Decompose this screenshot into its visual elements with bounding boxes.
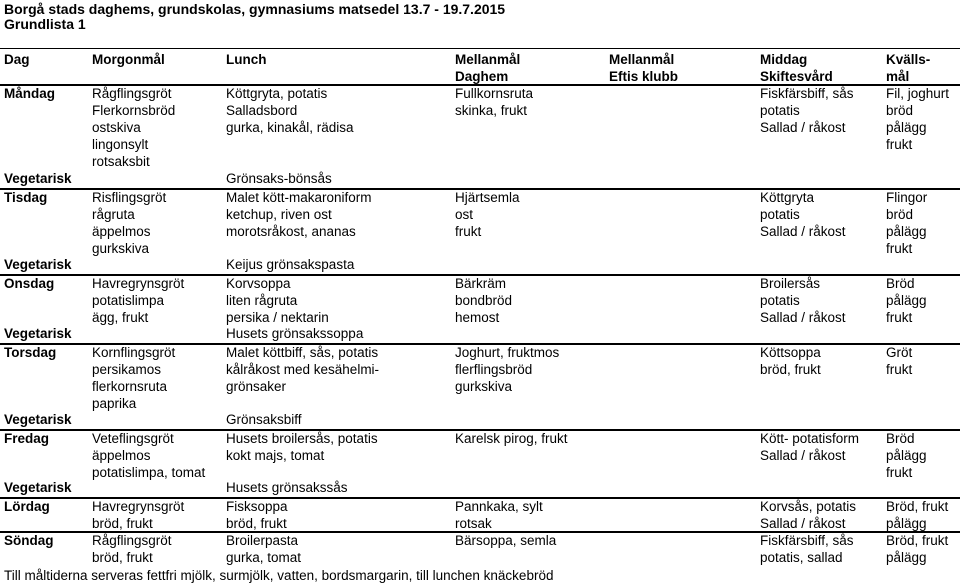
day-name: Måndag bbox=[4, 86, 56, 101]
day-name: Lördag bbox=[4, 499, 50, 514]
morgon-item: Risflingsgröt bbox=[92, 190, 167, 205]
lunch-item: grönsaker bbox=[226, 379, 287, 394]
morgon-item: Flerkornsbröd bbox=[92, 103, 176, 118]
middag-item: Sallad / råkost bbox=[760, 120, 846, 135]
middag-item: potatis, sallad bbox=[760, 550, 843, 565]
lunch-item: Korvsoppa bbox=[226, 276, 291, 291]
middag-item: Korvsås, potatis bbox=[760, 499, 857, 514]
lunch-item: gurka, kinakål, rädisa bbox=[226, 120, 354, 135]
header-mellanmal-daghem-1: Mellanmål bbox=[455, 52, 521, 67]
kvall-item: pålägg bbox=[886, 550, 927, 565]
day-name: Fredag bbox=[4, 431, 50, 446]
morgon-item: gurkskiva bbox=[92, 241, 150, 256]
vegetarian-label: Vegetarisk bbox=[4, 257, 72, 272]
kvall-item: Fil, joghurt bbox=[886, 86, 950, 101]
page-subtitle: Grundlista 1 bbox=[4, 16, 86, 32]
kvall-item: Gröt bbox=[886, 345, 913, 360]
day-name: Tisdag bbox=[4, 190, 48, 205]
middag-item: potatis bbox=[760, 103, 800, 118]
lunch-item: Malet köttbiff, sås, potatis bbox=[226, 345, 379, 360]
vegetarian-dish: Grönsaksbiff bbox=[226, 412, 302, 427]
header-mellanmal-eftis-2: Eftis klubb bbox=[609, 69, 679, 84]
morgon-item: potatislimpa bbox=[92, 293, 165, 308]
morgon-item: Havregrynsgröt bbox=[92, 276, 185, 291]
kvall-item: Bröd bbox=[886, 431, 915, 446]
mell-daghem-item: skinka, frukt bbox=[455, 103, 528, 118]
morgon-item: ägg, frukt bbox=[92, 310, 149, 325]
lunch-item: Salladsbord bbox=[226, 103, 298, 118]
morgon-item: rågruta bbox=[92, 207, 135, 222]
kvall-item: frukt bbox=[886, 465, 913, 480]
page-title: Borgå stads daghems, grundskolas, gymnasiums matsedel 13.7 - 19.7.2015 bbox=[4, 1, 506, 17]
morgon-item: bröd, frukt bbox=[92, 516, 153, 531]
kvall-item: frukt bbox=[886, 241, 913, 256]
vegetarian-label: Vegetarisk bbox=[4, 326, 72, 341]
header-kvallsmal-2: mål bbox=[886, 69, 910, 84]
middag-item: Broilersås bbox=[760, 276, 821, 291]
morgon-item: paprika bbox=[92, 396, 137, 411]
header-dag: Dag bbox=[4, 52, 30, 67]
middag-item: Köttsoppa bbox=[760, 345, 821, 360]
lunch-item: liten rågruta bbox=[226, 293, 298, 308]
lunch-item: gurka, tomat bbox=[226, 550, 302, 565]
lunch-item: morotsråkost, ananas bbox=[226, 224, 356, 239]
day-name: Torsdag bbox=[4, 345, 57, 360]
kvall-item: Bröd bbox=[886, 276, 915, 291]
lunch-item: kokt majs, tomat bbox=[226, 448, 325, 463]
mell-daghem-item: Pannkaka, sylt bbox=[455, 499, 543, 514]
middag-item: Köttgryta bbox=[760, 190, 815, 205]
morgon-item: Rågflingsgröt bbox=[92, 86, 172, 101]
vegetarian-label: Vegetarisk bbox=[4, 412, 72, 427]
kvall-item: Bröd, frukt bbox=[886, 499, 949, 514]
morgon-item: äppelmos bbox=[92, 224, 151, 239]
lunch-item: Broilerpasta bbox=[226, 533, 299, 548]
mell-daghem-item: rotsak bbox=[455, 516, 492, 531]
morgon-item: Veteflingsgröt bbox=[92, 431, 174, 446]
lunch-item: Köttgryta, potatis bbox=[226, 86, 328, 101]
middag-item: Sallad / råkost bbox=[760, 516, 846, 531]
kvall-item: pålägg bbox=[886, 293, 927, 308]
middag-item: Fiskfärsbiff, sås bbox=[760, 86, 854, 101]
morgon-item: Havregrynsgröt bbox=[92, 499, 185, 514]
vegetarian-dish: Grönsaks-bönsås bbox=[226, 171, 332, 186]
lunch-item: ketchup, riven ost bbox=[226, 207, 332, 222]
header-middag-2: Skiftesvård bbox=[760, 69, 833, 84]
kvall-item: pålägg bbox=[886, 516, 927, 531]
mell-daghem-item: Fullkornsruta bbox=[455, 86, 534, 101]
middag-item: Kött- potatisform bbox=[760, 431, 860, 446]
mell-daghem-item: Bärsoppa, semla bbox=[455, 533, 557, 548]
morgon-item: Kornflingsgröt bbox=[92, 345, 176, 360]
day-name: Onsdag bbox=[4, 276, 55, 291]
mell-daghem-item: frukt bbox=[455, 224, 482, 239]
lunch-item: kålråkost med kesähelmi- bbox=[226, 362, 380, 377]
kvall-item: frukt bbox=[886, 362, 913, 377]
mell-daghem-item: ost bbox=[455, 207, 474, 222]
morgon-item: lingonsylt bbox=[92, 137, 149, 152]
morgon-item: ostskiva bbox=[92, 120, 141, 135]
header-kvallsmal-1: Kvälls- bbox=[886, 52, 931, 67]
vegetarian-dish: Keijus grönsakspasta bbox=[226, 257, 355, 272]
lunch-item: persika / nektarin bbox=[226, 310, 329, 325]
header-middag-1: Middag bbox=[760, 52, 808, 67]
lunch-item: Malet kött-makaroniform bbox=[226, 190, 372, 205]
kvall-item: Flingor bbox=[886, 190, 928, 205]
kvall-item: pålägg bbox=[886, 224, 927, 239]
kvall-item: Bröd, frukt bbox=[886, 533, 949, 548]
middag-item: bröd, frukt bbox=[760, 362, 821, 377]
footer-note: Till måltiderna serveras fettfri mjölk, surmjölk, vatten, bordsmargarin, till lunchen knäckebröd bbox=[4, 568, 554, 583]
morgon-item: flerkornsruta bbox=[92, 379, 168, 394]
middag-item: Sallad / råkost bbox=[760, 448, 846, 463]
day-name: Söndag bbox=[4, 533, 54, 548]
middag-item: potatis bbox=[760, 293, 800, 308]
kvall-item: frukt bbox=[886, 310, 913, 325]
header-mellanmal-daghem-2: Daghem bbox=[455, 69, 509, 84]
vegetarian-label: Vegetarisk bbox=[4, 171, 72, 186]
mell-daghem-item: gurkskiva bbox=[455, 379, 513, 394]
vegetarian-dish: Husets grönsakssoppa bbox=[226, 326, 364, 341]
kvall-item: pålägg bbox=[886, 448, 927, 463]
kvall-item: pålägg bbox=[886, 120, 927, 135]
kvall-item: bröd bbox=[886, 103, 914, 118]
lunch-item: Fisksoppa bbox=[226, 499, 288, 514]
header-morgonmal: Morgonmål bbox=[92, 52, 165, 67]
morgon-item: rotsaksbit bbox=[92, 154, 150, 169]
mell-daghem-item: bondbröd bbox=[455, 293, 513, 308]
morgon-item: bröd, frukt bbox=[92, 550, 153, 565]
kvall-item: bröd bbox=[886, 207, 914, 222]
header-lunch: Lunch bbox=[226, 52, 267, 67]
kvall-item: frukt bbox=[886, 137, 913, 152]
mell-daghem-item: Hjärtsemla bbox=[455, 190, 520, 205]
mell-daghem-item: Bärkräm bbox=[455, 276, 507, 291]
mell-daghem-item: flerflingsbröd bbox=[455, 362, 533, 377]
header-mellanmal-eftis-1: Mellanmål bbox=[609, 52, 675, 67]
middag-item: Sallad / råkost bbox=[760, 224, 846, 239]
morgon-item: potatislimpa, tomat bbox=[92, 465, 206, 480]
vegetarian-dish: Husets grönsakssås bbox=[226, 480, 348, 495]
mell-daghem-item: hemost bbox=[455, 310, 500, 325]
mell-daghem-item: Joghurt, fruktmos bbox=[455, 345, 560, 360]
vegetarian-label: Vegetarisk bbox=[4, 480, 72, 495]
middag-item: Sallad / råkost bbox=[760, 310, 846, 325]
morgon-item: Rågflingsgröt bbox=[92, 533, 172, 548]
lunch-item: Husets broilersås, potatis bbox=[226, 431, 378, 446]
middag-item: potatis bbox=[760, 207, 800, 222]
morgon-item: äppelmos bbox=[92, 448, 151, 463]
morgon-item: persikamos bbox=[92, 362, 162, 377]
lunch-item: bröd, frukt bbox=[226, 516, 287, 531]
middag-item: Fiskfärsbiff, sås bbox=[760, 533, 854, 548]
mell-daghem-item: Karelsk pirog, frukt bbox=[455, 431, 568, 446]
